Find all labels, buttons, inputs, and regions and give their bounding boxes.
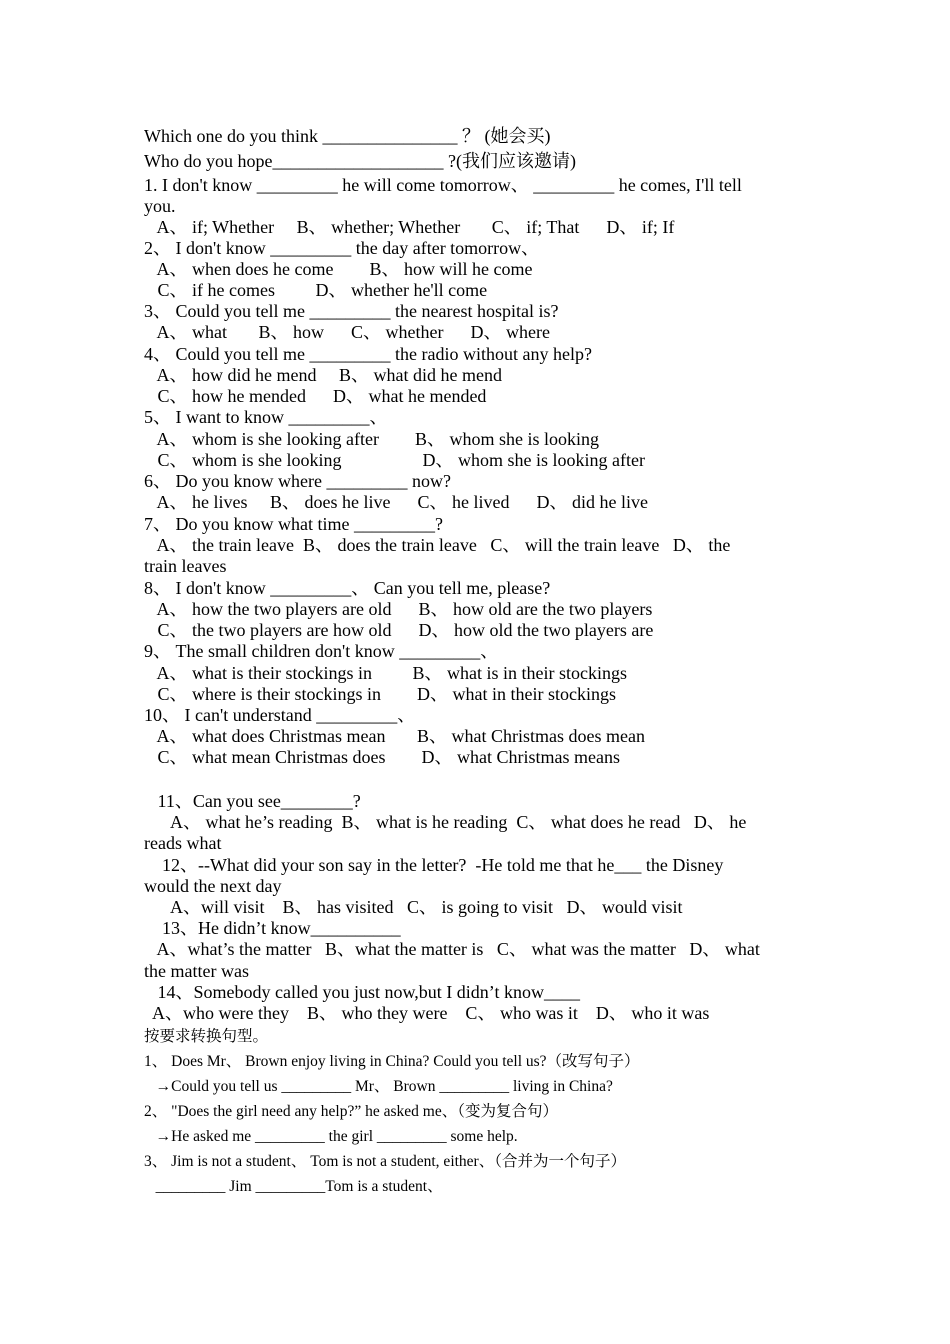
question-14-stem: 14、Somebody called you just now,but I didn’t know____ [144, 982, 580, 1002]
question-9-stem: 9、 The small children don't know _________、 [144, 641, 499, 661]
question-12-stem: 12、--What did your son say in the letter? -He told me that he___ the Disney [144, 855, 724, 875]
question-5-options-cd: C、 whom is she looking D、 whom she is looking after [144, 450, 645, 470]
question-13-options: A、what’s the matter B、what the matter is C、 what was the matter D、 what [144, 939, 760, 959]
question-3-stem: 3、 Could you tell me _________ the nearest hospital is? [144, 301, 559, 321]
question-8-stem: 8、 I don't know _________、 Can you tell me, please? [144, 578, 551, 598]
question-13-options-cont: the matter was [144, 961, 249, 981]
question-4-options-cd: C、 how he mended D、 what he mended [144, 386, 487, 406]
transform-2-answer: →He asked me _________ the girl _________ some help. [144, 1128, 518, 1145]
transform-1-question: 1、 Does Mr、 Brown enjoy living in China? Could you tell us?（改写句子） [144, 1053, 640, 1070]
transform-1-answer: →Could you tell us _________ Mr、 Brown _________ living in China? [144, 1078, 613, 1095]
question-14-options: A、who were they B、 who they were C、 who was it D、 who it was [144, 1003, 710, 1023]
question-5-options-ab: A、 whom is she looking after B、 whom she is looking [144, 429, 599, 449]
transform-3-answer: _________ Jim _________Tom is a student、 [144, 1178, 443, 1195]
question-10-stem: 10、 I can't understand _________、 [144, 705, 416, 725]
question-1-stem-cont: you. [144, 196, 176, 216]
question-10-options-ab: A、 what does Christmas mean B、 what Christmas does mean [144, 726, 645, 746]
question-1-stem: 1. I don't know _________ he will come tomorrow、 _________ he comes, I'll tell [144, 175, 742, 195]
intro-line-2: Who do you hope___________________ ?(我们应该邀请) [144, 151, 576, 171]
question-4-options-ab: A、 how did he mend B、 what did he mend [144, 365, 502, 385]
question-5-stem: 5、 I want to know _________、 [144, 407, 388, 427]
question-7-options-cont: train leaves [144, 556, 227, 576]
question-11-stem: 11、Can you see________? [144, 791, 361, 811]
question-2-options-ab: A、 when does he come B、 how will he come [144, 259, 533, 279]
question-6-options: A、 he lives B、 does he live C、 he lived D、 did he live [144, 492, 648, 512]
question-11-options: A、 what he’s reading B、 what is he reading C、 what does he read D、 he [144, 812, 747, 832]
question-8-options-cd: C、 the two players are how old D、 how old the two players are [144, 620, 654, 640]
question-6-stem: 6、 Do you know where _________ now? [144, 471, 451, 491]
question-7-stem: 7、 Do you know what time _________? [144, 514, 443, 534]
transform-3-question: 3、 Jim is not a student、 Tom is not a student, either、（合并为一个句子） [144, 1153, 626, 1170]
question-11-options-cont: reads what [144, 833, 222, 853]
question-12-options: A、will visit B、 has visited C、 is going to visit D、 would visit [144, 897, 683, 917]
question-4-stem: 4、 Could you tell me _________ the radio without any help? [144, 344, 592, 364]
transform-2-question: 2、 "Does the girl need any help?” he asked me、（变为复合句） [144, 1103, 558, 1120]
question-1-options: A、 if; Whether B、 whether; Whether C、 if; That D、 if; If [144, 217, 675, 237]
question-8-options-ab: A、 how the two players are old B、 how old are the two players [144, 599, 653, 619]
question-9-options-cd: C、 where is their stockings in D、 what in their stockings [144, 684, 616, 704]
question-2-options-cd: C、 if he comes D、 whether he'll come [144, 280, 488, 300]
question-3-options: A、 what B、 how C、 whether D、 where [144, 322, 550, 342]
section-title: 按要求转换句型。 [144, 1028, 269, 1045]
question-7-options: A、 the train leave B、 does the train leave C、 will the train leave D、 the [144, 535, 731, 555]
question-10-options-cd: C、 what mean Christmas does D、 what Christmas means [144, 747, 620, 767]
question-13-stem: 13、He didn’t know__________ [144, 918, 401, 938]
intro-line-1: Which one do you think _______________ ？ (她会买) [144, 126, 551, 146]
question-9-options-ab: A、 what is their stockings in B、 what is in their stockings [144, 663, 627, 683]
question-2-stem: 2、 I don't know _________ the day after tomorrow、 [144, 238, 540, 258]
question-12-stem-cont: would the next day [144, 876, 282, 896]
